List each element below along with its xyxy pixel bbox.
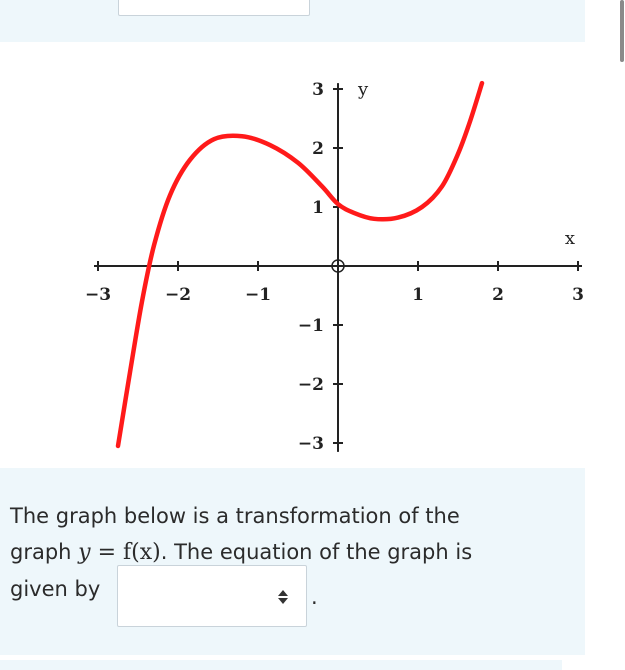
question-line-1: The graph below is a transformation of the	[10, 504, 460, 528]
sentence-period: .	[311, 585, 318, 609]
next-question-panel	[0, 660, 562, 670]
y-tick-label: −1	[297, 316, 324, 336]
math-expression	[78, 540, 161, 565]
graph-canvas	[10, 42, 585, 468]
x-tick-label: −3	[84, 285, 112, 305]
math-arg: (x)	[131, 540, 161, 565]
question-line-2-prefix: graph	[10, 540, 79, 564]
answer-dropdown[interactable]	[117, 565, 307, 627]
scrollbar-thumb[interactable]	[620, 0, 624, 62]
math-equals: =	[90, 540, 124, 565]
math-y: y	[78, 540, 91, 565]
function-graph	[10, 42, 585, 468]
question-line-3-prefix: given by	[10, 577, 101, 601]
dropdown-arrows-icon	[278, 588, 288, 606]
previous-answer-field[interactable]	[118, 0, 310, 16]
previous-question-panel	[0, 0, 585, 42]
question-line-2-suffix: . The equation of the graph is	[160, 540, 473, 564]
math-f: f	[123, 540, 132, 565]
x-tick-label: −1	[244, 285, 272, 305]
x-tick-label: −2	[164, 285, 192, 305]
x-axis-label: x	[564, 228, 576, 249]
y-tick-label: 2	[312, 139, 324, 159]
y-tick-label: −3	[297, 434, 324, 454]
y-tick-label: 3	[312, 80, 324, 100]
x-tick-label: 2	[492, 285, 504, 305]
y-axis-label: y	[358, 79, 369, 100]
y-tick-label: −2	[297, 375, 324, 395]
y-tick-label: 1	[312, 198, 324, 218]
x-tick-label: 3	[572, 285, 584, 305]
x-tick-label: 1	[412, 285, 424, 305]
